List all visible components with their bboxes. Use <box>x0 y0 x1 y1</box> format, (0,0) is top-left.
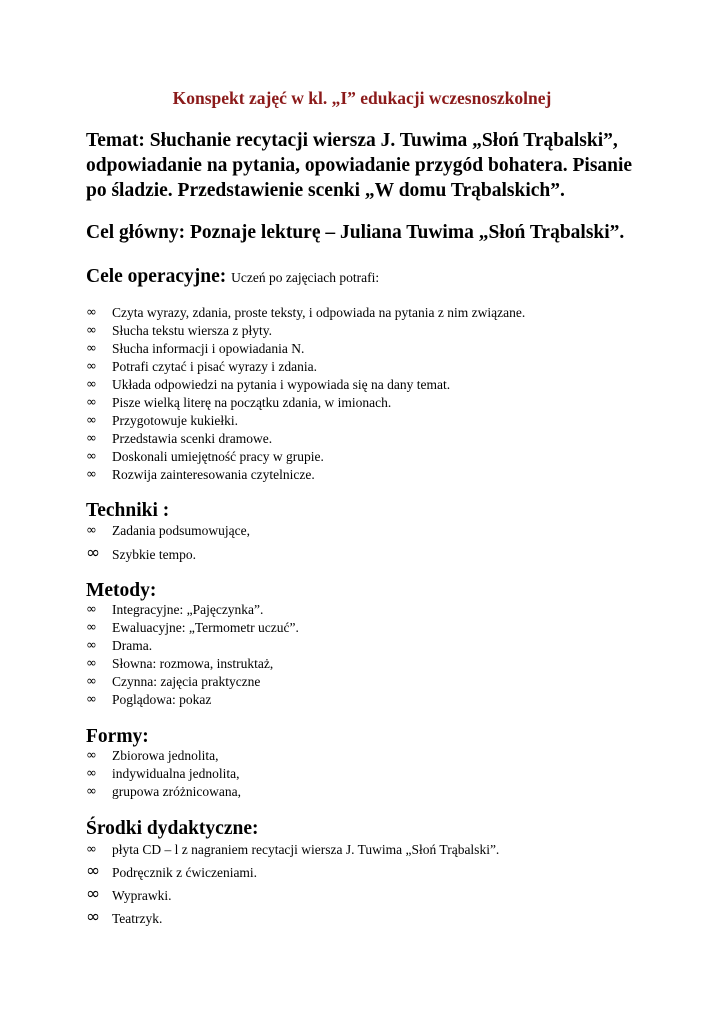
infinity-bullet-icon: ∞ <box>86 395 97 410</box>
list-item: ∞ Przygotowuje kukiełki. <box>86 413 238 428</box>
infinity-bullet-icon: ∞ <box>86 884 101 904</box>
list-item: ∞ Poglądowa: pokaz <box>86 692 212 707</box>
list-item: ∞ Słowna: rozmowa, instruktaż, <box>86 656 274 671</box>
infinity-bullet-icon: ∞ <box>86 748 97 763</box>
methods-heading: Metody: <box>86 580 157 601</box>
infinity-bullet-icon: ∞ <box>86 431 97 446</box>
infinity-bullet-icon: ∞ <box>86 766 97 781</box>
infinity-bullet-icon: ∞ <box>86 638 97 653</box>
goals-intro: Uczeń po zajęciach potrafi: <box>231 270 380 285</box>
list-item: ∞ Ewaluacyjne: „Termometr uczuć”. <box>86 620 299 635</box>
infinity-bullet-icon: ∞ <box>86 692 97 707</box>
infinity-bullet-icon: ∞ <box>86 602 97 617</box>
list-item: ∞ indywidualna jednolita, <box>86 766 240 781</box>
list-item: ∞ płyta CD – l z nagraniem recytacji wiersza J. Tuwima „Słoń Trąbalski”. <box>86 842 500 857</box>
list-item: ∞ Układa odpowiedzi na pytania i wypowiada się na dany temat. <box>86 377 451 392</box>
list-item: ∞ Doskonali umiejętność pracy w grupie. <box>86 449 324 464</box>
infinity-bullet-icon: ∞ <box>86 377 97 392</box>
techniques-heading: Techniki : <box>86 500 170 521</box>
infinity-bullet-icon: ∞ <box>86 543 101 563</box>
goals-heading <box>86 266 379 288</box>
teaching-aids-heading: Środki dydaktyczne: <box>86 818 259 839</box>
infinity-bullet-icon: ∞ <box>86 413 97 428</box>
lesson-topic: Temat: Słuchanie recytacji wiersza J. Tuwima „Słoń Trąbalski”, odpowiadanie na pytania, opowiadanie przygód bohatera. Pisanie po śladzie. Przedstawienie scenki „W domu Trąbalskich”. <box>86 130 633 201</box>
techniques-list <box>86 522 250 564</box>
list-item: ∞ Rozwija zainteresowania czytelnicze. <box>86 467 315 482</box>
list-item: ∞ Integracyjne: „Pajęczynka”. <box>86 602 264 617</box>
infinity-bullet-icon: ∞ <box>86 305 97 320</box>
infinity-bullet-icon: ∞ <box>86 341 97 356</box>
list-item: ∞ Przedstawia scenki dramowe. <box>86 431 273 446</box>
list-item: ∞ Czyta wyrazy, zdania, proste teksty, i odpowiada na pytania z nim związane. <box>86 305 526 320</box>
infinity-bullet-icon: ∞ <box>86 620 97 635</box>
infinity-bullet-icon: ∞ <box>86 323 97 338</box>
main-goal: Cel główny: Poznaje lekturę – Juliana Tuwima „Słoń Trąbalski”. <box>86 222 625 243</box>
infinity-bullet-icon: ∞ <box>86 842 97 857</box>
list-item: ∞ Pisze wielką literę na początku zdania, w imionach. <box>86 395 392 410</box>
list-item: ∞ Szybkie tempo. <box>86 543 196 563</box>
list-item: ∞ Zadania podsumowujące, <box>86 523 250 538</box>
infinity-bullet-icon: ∞ <box>86 523 97 538</box>
list-item: ∞ Czynna: zajęcia praktyczne <box>86 674 261 689</box>
infinity-bullet-icon: ∞ <box>86 674 97 689</box>
methods-list <box>86 601 299 709</box>
forms-heading: Formy: <box>86 726 149 747</box>
forms-list <box>86 747 241 801</box>
list-item: ∞ Wyprawki. <box>86 884 172 904</box>
infinity-bullet-icon: ∞ <box>86 467 97 482</box>
infinity-bullet-icon: ∞ <box>86 861 101 881</box>
list-item: ∞ Podręcznik z ćwiczeniami. <box>86 861 258 881</box>
list-item: ∞ Słucha tekstu wiersza z płyty. <box>86 323 272 338</box>
goals-heading-label: Cele operacyjne: <box>86 266 227 287</box>
document-title: Konspekt zajęć w kl. „I” edukacji wczesnoszkolnej <box>172 88 552 108</box>
infinity-bullet-icon: ∞ <box>86 656 97 671</box>
infinity-bullet-icon: ∞ <box>86 359 97 374</box>
list-item: ∞ Teatrzyk. <box>86 907 163 927</box>
goals-list <box>86 304 525 484</box>
list-item: ∞ Zbiorowa jednolita, <box>86 748 219 763</box>
list-item: ∞ Słucha informacji i opowiadania N. <box>86 341 305 356</box>
list-item: ∞ Potrafi czytać i pisać wyrazy i zdania. <box>86 359 318 374</box>
list-item: ∞ Drama. <box>86 638 153 653</box>
infinity-bullet-icon: ∞ <box>86 449 97 464</box>
infinity-bullet-icon: ∞ <box>86 784 97 799</box>
list-item: ∞ grupowa zróżnicowana, <box>86 784 241 799</box>
teaching-aids-list <box>86 841 499 928</box>
infinity-bullet-icon: ∞ <box>86 907 101 927</box>
